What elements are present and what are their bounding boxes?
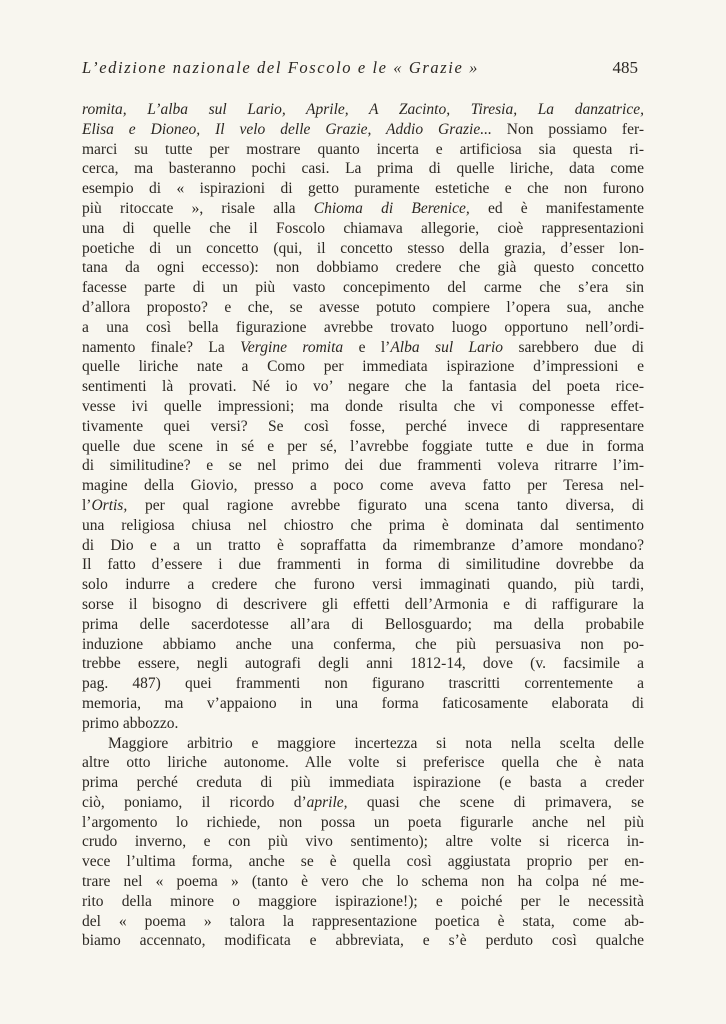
text-line bbox=[82, 456, 644, 476]
text-line bbox=[82, 516, 644, 536]
text-run: una di quelle che il Foscolo chiamava allegorie, cioè rappresentazioni bbox=[82, 219, 644, 237]
text-line bbox=[82, 674, 644, 694]
running-title: L’edizione nazionale del Foscolo e le « Grazie » bbox=[82, 58, 479, 77]
italic-text: romita, L’alba sul Lario, Aprile, A Zacinto, Tiresia, La danzatrice, bbox=[82, 101, 644, 118]
text-run: Il fatto d’essere i due frammenti in forma di similitudine dovrebbe da bbox=[82, 556, 644, 574]
text-line bbox=[82, 476, 644, 496]
text-line bbox=[82, 912, 644, 932]
text-run: marci su tutte per mostrare quanto incerta e artificiosa sia questa ri- bbox=[82, 140, 644, 158]
text-line bbox=[82, 654, 644, 674]
text-line bbox=[82, 694, 644, 714]
text-run: Non possiamo fer- bbox=[491, 120, 644, 138]
text-line bbox=[82, 140, 644, 160]
text-run: più ritoccate », risale alla bbox=[82, 199, 314, 217]
text-run: del « poema » talora la rappresentazione poetica è stata, come ab- bbox=[82, 912, 644, 930]
text-line bbox=[82, 931, 644, 951]
text-run: ed è manifestamente bbox=[469, 199, 645, 217]
text-line bbox=[82, 575, 644, 595]
text-run: namento finale? La bbox=[82, 338, 241, 356]
text-run: sarebbero due di bbox=[503, 338, 644, 356]
text-run: tana da ogni eccesso): non dobbiamo credere che già questo concetto bbox=[82, 259, 644, 277]
text-run: rito della minore o maggiore ispirazione!); e poiché per le necessità bbox=[82, 892, 644, 910]
text-run: poetiche di un concetto (qui, il concetto stesso della grazia, d’esser lon- bbox=[82, 239, 644, 257]
text-line bbox=[82, 536, 644, 556]
paragraph bbox=[82, 100, 644, 734]
text-run: altre otto liriche autonome. Alle volte si preferisce quella che è nata bbox=[82, 754, 644, 772]
text-line bbox=[82, 773, 644, 793]
text-line bbox=[82, 357, 644, 377]
text-line bbox=[82, 437, 644, 457]
text-run: prima delle sacerdotesse all’ara di Bellosguardo; ma della probabile bbox=[82, 615, 644, 633]
italic-text: aprile, bbox=[306, 793, 348, 811]
text-run: crudo inverno, e con più vivo sentimento); altre volte si ricerca in- bbox=[82, 833, 644, 851]
text-run: di similitudine? e se nel primo dei due frammenti voleva ritrarre l’im- bbox=[82, 457, 644, 475]
text-line bbox=[82, 318, 644, 338]
text-run: l’argomento lo richiede, non possa un poeta figurarle anche nel più bbox=[82, 813, 644, 831]
text-run: vesse ivi quelle impressioni; ma donde risulta che vi componesse effet- bbox=[82, 397, 644, 415]
text-line bbox=[82, 298, 644, 318]
text-run: di Dio e a un tratto è sopraffatta da rimembranze d’amore mondano? bbox=[82, 536, 644, 554]
text-run: sentimenti là provati. Né io vo’ negare che la fantasia del poeta rice- bbox=[82, 378, 644, 396]
text-line bbox=[82, 278, 644, 298]
text-run: ciò, poniamo, il ricordo d’ bbox=[82, 793, 307, 811]
text-run: tivamente quei versi? Se così fosse, perché invece di rappresentare bbox=[82, 417, 644, 435]
text-run: a una così bella figurazione avrebbe trovato luogo opportuno nell’ordi- bbox=[82, 318, 644, 336]
italic-text: Ortis, bbox=[91, 496, 128, 514]
text-line bbox=[82, 338, 644, 358]
text-run: magine della Giovio, presso a poco come aveva fatto per Teresa nel- bbox=[82, 477, 644, 495]
text-run: biamo accennato, modificata e abbreviata, e s’è perduto così qualche bbox=[82, 932, 644, 950]
text-run: e l’ bbox=[343, 338, 391, 356]
text-run: solo indurre a credere che furono versi immaginati quando, più tardi, bbox=[82, 576, 644, 594]
text-run: prima perché creduta di più immediata ispirazione (e basta a creder bbox=[82, 774, 644, 792]
text-line bbox=[82, 714, 644, 734]
text-line bbox=[82, 595, 644, 615]
text-run: per qual ragione avrebbe figurato una scena tanto diversa, di bbox=[127, 496, 644, 514]
paragraph bbox=[82, 734, 644, 952]
text-run: memoria, ma v’appaiono in una forma faticosamente elaborata di bbox=[82, 694, 644, 712]
italic-text: Chioma di Berenice, bbox=[313, 199, 470, 217]
text-line bbox=[82, 417, 644, 437]
text-run: primo abbozzo. bbox=[82, 714, 179, 732]
text-run: quasi che scene di primavera, se bbox=[347, 793, 644, 811]
text-line bbox=[82, 635, 644, 655]
text-run: vece l’ultima forma, anche se è quella così aggiustata proprio per en- bbox=[82, 853, 644, 871]
text-run: Maggiore arbitrio e maggiore incertezza si nota nella scelta delle bbox=[108, 734, 644, 752]
text-line bbox=[82, 397, 644, 417]
text-line bbox=[82, 892, 644, 912]
text-run: cerca, ma basteranno pochi casi. La prima di quelle liriche, data come bbox=[82, 160, 644, 178]
text-run: pag. 487) quei frammenti non figurano trascritti correntemente a bbox=[82, 675, 644, 693]
text-run: trebbe essere, negli autografi degli anni 1812-14, dove (v. facsimile a bbox=[82, 655, 644, 673]
text-line bbox=[82, 753, 644, 773]
text-line bbox=[82, 832, 644, 852]
text-line bbox=[82, 496, 644, 516]
text-line bbox=[82, 555, 644, 575]
page-header bbox=[82, 58, 638, 84]
text-line bbox=[82, 179, 644, 199]
italic-text: Elisa e Dioneo, Il velo delle Grazie, Addio Grazie... bbox=[82, 120, 492, 138]
page-number: 485 bbox=[612, 58, 638, 77]
text-run: trare nel « poema » (tanto è vero che lo schema non ha colpa né me- bbox=[82, 873, 644, 891]
text-line bbox=[82, 159, 644, 179]
text-run: induzione abbiamo anche una conferma, che più persuasiva non po- bbox=[82, 635, 644, 653]
italic-text: Vergine romita bbox=[240, 338, 344, 356]
text-run: facesse parte di un più vasto concepimento del carme che s’era sin bbox=[82, 279, 644, 297]
text-line bbox=[82, 872, 644, 892]
text-run: d’allora proposto? e che, se avesse potuto compiere l’opera sua, anche bbox=[82, 298, 644, 316]
text-line bbox=[82, 852, 644, 872]
text-run: sorse il bisogno di descrivere gli effetti dell’Armonia e di raffigurare la bbox=[82, 595, 644, 613]
text-run: quelle liriche nate a Como per immediata ispirazione d’impressioni e bbox=[82, 358, 644, 376]
text-line bbox=[82, 615, 644, 635]
text-line bbox=[82, 258, 644, 278]
text-line bbox=[82, 120, 644, 140]
text-run: quelle due scene in sé e per sé, l’avrebbe foggiate tutte e due in forma bbox=[82, 437, 644, 455]
italic-text: Alba sul Lario bbox=[390, 338, 504, 356]
body-text bbox=[82, 100, 644, 951]
text-line bbox=[82, 199, 644, 219]
text-run: l’ bbox=[82, 496, 92, 514]
text-run: una religiosa chiusa nel chiostro che prima è dominata dal sentimento bbox=[82, 516, 644, 534]
text-line bbox=[82, 377, 644, 397]
text-line bbox=[82, 734, 644, 754]
text-line bbox=[82, 793, 644, 813]
text-line bbox=[82, 813, 644, 833]
text-line bbox=[82, 219, 644, 239]
text-run: esempio di « ispirazioni di getto puramente estetiche e che non furono bbox=[82, 180, 644, 198]
text-line bbox=[82, 239, 644, 259]
text-line bbox=[82, 100, 644, 120]
